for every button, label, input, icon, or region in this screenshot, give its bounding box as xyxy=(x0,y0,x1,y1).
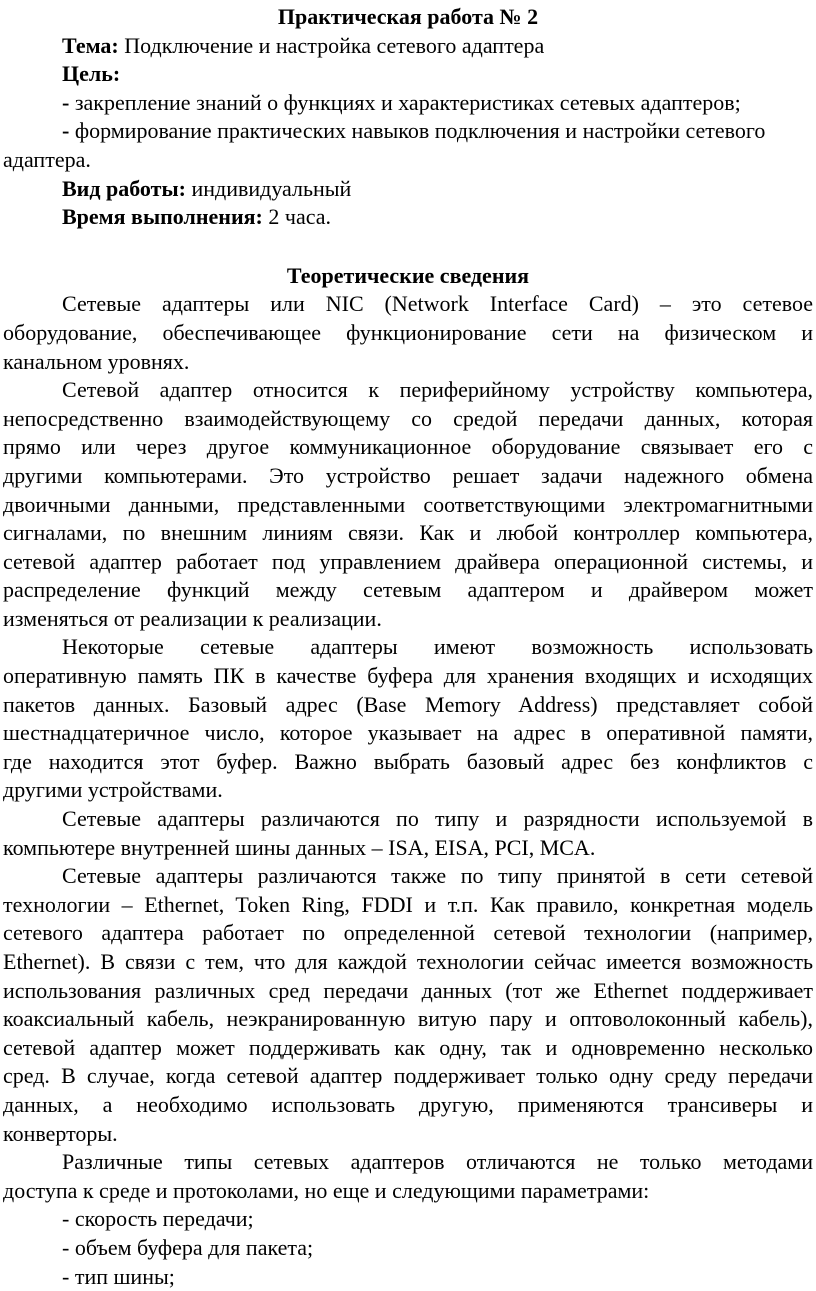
topic-label: Тема: xyxy=(62,32,119,58)
paragraph-line: сред. В случае, когда сетевой адаптер поддерживает только одну среду передачи xyxy=(3,1063,813,1089)
list-item: - объем буфера для пакета; xyxy=(62,1234,314,1260)
paragraph-line: прямо или через другое коммуникационное оборудование связывает его с xyxy=(3,434,813,460)
list-item: - тип шины; xyxy=(62,1263,175,1289)
paragraph-line: двоичными данными, представленными соответствующими электромагнитными xyxy=(3,491,813,517)
paragraph-line: Сетевые адаптеры различаются по типу и разрядности используемой в xyxy=(62,806,813,832)
list-item: - скорость передачи; xyxy=(62,1206,254,1232)
section-heading: Теоретические сведения xyxy=(286,262,530,288)
work-type-line xyxy=(3,175,813,204)
paragraph-line: данных, а необходимо использовать другую, применяются трансиверы и xyxy=(3,1091,813,1117)
paragraph-line: Различные типы сетевых адаптеров отличаются не только методами xyxy=(62,1149,813,1175)
paragraph-line: пакетов данных. Базовый адрес (Base Memory Address) представляет собой xyxy=(3,691,813,717)
paragraph-line: доступа к среде и протоколами, но еще и следующими параметрами: xyxy=(3,1177,650,1203)
paragraph-line: канальном уровнях. xyxy=(3,348,190,374)
paragraph-line: Сетевые адаптеры различаются также по типу принятой в сети сетевой xyxy=(62,863,813,889)
work-type-label: Вид работы: xyxy=(62,175,186,201)
paragraph-line: Сетевые адаптеры или NIC (Network Interface Card) – это сетевое xyxy=(62,291,813,317)
work-type-value: индивидуальный xyxy=(191,175,352,201)
goal-label: Цель: xyxy=(62,61,121,87)
paragraph-line: Ethernet). В связи с тем, что для каждой технологии сейчас имеется возможность xyxy=(3,949,813,974)
paragraph-line: другими компьютерами. Это устройство решает задачи надежного обмена xyxy=(3,462,813,488)
paragraph-line: компьютере внутренней шины данных – ISA, EISA, PCI, MCA. xyxy=(3,834,596,860)
goal-item: - закрепление знаний о функциях и характеристиках сетевых адаптеров; xyxy=(62,89,741,115)
goal-label-line xyxy=(3,60,813,89)
paragraph-line: шестнадцатеричное число, которое указывает на адрес в оперативной памяти, xyxy=(3,720,813,746)
document-content xyxy=(3,3,813,1291)
page-title: Практическая работа № 2 xyxy=(277,4,539,29)
goal-item-continuation: адаптера. xyxy=(3,146,91,172)
paragraph-line: Некоторые сетевые адаптеры имеют возможность использовать xyxy=(62,634,813,660)
paragraph-line: сетевой адаптер может поддерживать как одну, так и одновременно несколько xyxy=(3,1034,813,1060)
time-line xyxy=(3,203,813,232)
paragraph-line: оперативную память ПК в качестве буфера для хранения входящих и исходящих xyxy=(3,663,813,689)
paragraph-line: изменяться от реализации к реализации. xyxy=(3,605,382,631)
time-label: Время выполнения: xyxy=(62,204,263,230)
topic-value: Подключение и настройка сетевого адаптера xyxy=(124,32,545,58)
paragraph-line: где находится этот буфер. Важно выбрать базовый адрес без конфликтов с xyxy=(3,748,813,774)
paragraph-line: сигналами, по внешним линиям связи. Как и любой контроллер компьютера, xyxy=(3,520,813,546)
paragraph-line: использования различных сред передачи данных (тот же Ethernet поддерживает xyxy=(3,977,813,1003)
paragraph-line: конверторы. xyxy=(3,1120,118,1146)
paragraph-line: сетевой адаптер работает под управлением драйвера операционной системы, и xyxy=(3,548,813,574)
topic-line xyxy=(3,32,813,61)
time-value: 2 часа. xyxy=(268,204,332,230)
paragraph-line: другими устройствами. xyxy=(3,777,223,803)
paragraph-line: сетевого адаптера работает по определенной сетевой технологии (например, xyxy=(3,920,813,946)
paragraph-line: оборудование, обеспечивающее функционирование сети на физическом и xyxy=(3,319,813,345)
section-spacer xyxy=(3,232,813,262)
paragraph-line: распределение функций между сетевым адаптером и драйвером может xyxy=(3,577,813,603)
paragraph-line: технологии – Ethernet, Token Ring, FDDI и т.п. Как правило, конкретная модель xyxy=(3,891,813,917)
paragraph-line: коаксиальный кабель, неэкранированную витую пару и оптоволоконный кабель), xyxy=(3,1006,813,1032)
paragraph-line: Сетевой адаптер относится к периферийному устройству компьютера, xyxy=(62,377,813,403)
goal-item: - формирование практических навыков подключения и настройки сетевого xyxy=(62,118,766,144)
paragraph-line: непосредственно взаимодействующему со средой передачи данных, которая xyxy=(3,405,813,431)
